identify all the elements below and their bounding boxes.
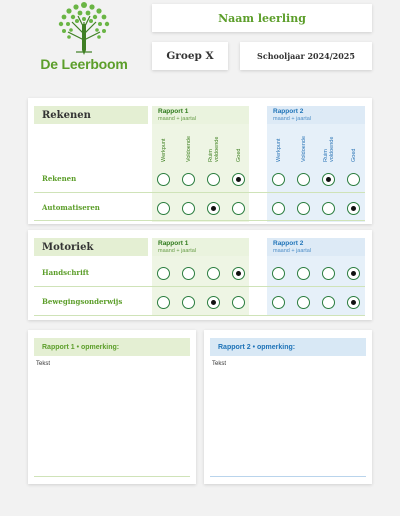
row-divider [34,220,365,221]
column-label-voldoende: Voldoende [186,136,192,162]
rapport1-radio-goed[interactable] [232,202,245,215]
rapport2-radio-werkpunt[interactable] [272,267,285,280]
rapport2-radio-voldoende[interactable] [297,267,310,280]
rapport2-radio-ruim-voldoende[interactable] [322,173,335,186]
rapport2-title: Rapport 2 [273,240,304,247]
rapport2-radio-ruim-voldoende[interactable] [322,267,335,280]
rekenen-card [28,98,372,224]
rapport2-radio-werkpunt[interactable] [272,296,285,309]
rapport2-radio-voldoende[interactable] [297,202,310,215]
motoriek-card [28,230,372,320]
row-divider [34,286,365,287]
row-divider [34,315,365,316]
rapport2-notes-text[interactable]: Tekst [212,361,227,367]
rapport1-radio-werkpunt[interactable] [157,173,170,186]
rapport1-radio-ruim-voldoende[interactable] [207,202,220,215]
rapport2-radio-voldoende[interactable] [297,296,310,309]
row-label-handschrift: Handschrift [42,268,90,277]
rapport1-radio-werkpunt[interactable] [157,202,170,215]
row-label-bewegingsonderwijs: Bewegingsonderwijs [42,297,123,306]
rapport1-radio-werkpunt[interactable] [157,267,170,280]
rapport2-radio-ruim-voldoende[interactable] [322,202,335,215]
rapport1-radio-voldoende[interactable] [182,296,195,309]
column-label-goed: Goed [236,148,242,162]
rapport1-radio-werkpunt[interactable] [157,296,170,309]
rapport2-radio-goed[interactable] [347,173,360,186]
rapport2-subtitle: maand + jaartal [273,116,312,122]
rapport1-title: Rapport 1 [158,240,189,247]
rekenen-rapport1-header [152,106,249,124]
row-label-rekenen: Rekenen [42,174,77,183]
section-title-rekenen: Rekenen [34,106,148,124]
rapport1-subtitle: maand + jaartal [158,248,197,254]
rapport2-title: Rapport 2 [273,108,304,115]
rapport2-notes-title: Rapport 2 • opmerking: [210,338,366,356]
rapport2-radio-voldoende[interactable] [297,173,310,186]
rapport1-notes-card [28,330,196,484]
motoriek-rapport2-header [267,238,365,256]
rapport1-radio-goed[interactable] [232,296,245,309]
motoriek-rapport1-header [152,238,249,256]
rapport1-notes-underline [34,476,190,477]
group-field[interactable]: Groep X [152,42,228,70]
rapport2-radio-ruim-voldoende[interactable] [322,296,335,309]
column-label-ruim-voldoende: Ruim voldoende [208,136,220,162]
column-label-werkpunt: Werkpunt [161,138,167,162]
rapport1-notes-title: Rapport 1 • opmerking: [34,338,190,356]
rapport2-radio-goed[interactable] [347,267,360,280]
column-label-voldoende: Voldoende [301,136,307,162]
rapport1-radio-voldoende[interactable] [182,173,195,186]
rapport2-radio-goed[interactable] [347,202,360,215]
rapport1-title: Rapport 1 [158,108,189,115]
rapport1-radio-voldoende[interactable] [182,202,195,215]
column-label-werkpunt: Werkpunt [276,138,282,162]
student-name-field[interactable]: Naam leerling [152,4,372,32]
rapport1-notes-text[interactable]: Tekst [36,361,51,367]
rapport2-notes-card [204,330,372,484]
rapport2-subtitle: maand + jaartal [273,248,312,254]
column-label-ruim-voldoende: Ruim voldoende [323,136,335,162]
rapport2-radio-werkpunt[interactable] [272,202,285,215]
rapport2-radio-werkpunt[interactable] [272,173,285,186]
rekenen-rapport2-header [267,106,365,124]
school-logo [32,0,136,76]
rapport2-radio-goed[interactable] [347,296,360,309]
row-label-automatiseren: Automatiseren [42,203,100,212]
rapport1-radio-goed[interactable] [232,173,245,186]
tree-icon [52,0,116,56]
rapport1-radio-goed[interactable] [232,267,245,280]
logo-text: De Leerboom [40,56,128,72]
rapport1-radio-ruim-voldoende[interactable] [207,267,220,280]
rapport1-radio-voldoende[interactable] [182,267,195,280]
section-title-motoriek: Motoriek [34,238,148,256]
rapport1-subtitle: maand + jaartal [158,116,197,122]
row-divider [34,192,365,193]
rapport1-radio-ruim-voldoende[interactable] [207,296,220,309]
column-label-goed: Goed [351,148,357,162]
rapport2-notes-underline [210,476,366,477]
school-year-field[interactable]: Schooljaar 2024/2025 [240,42,372,70]
rapport1-radio-ruim-voldoende[interactable] [207,173,220,186]
